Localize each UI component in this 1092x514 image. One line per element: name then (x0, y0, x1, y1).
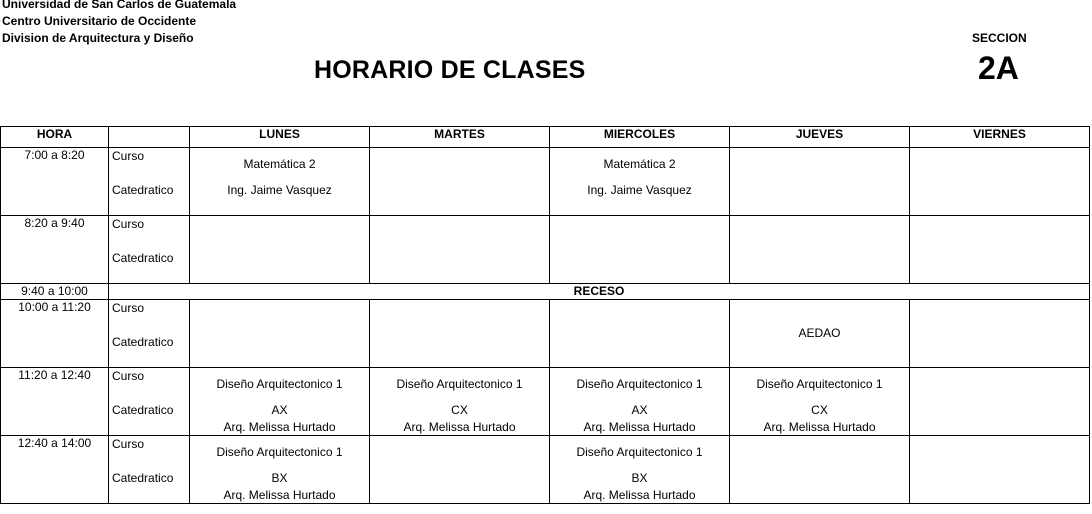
table-row (1, 148, 1090, 216)
section-label: SECCION (972, 31, 1027, 45)
section-value: 2A (978, 50, 1019, 86)
catedratico-label: Catedratico (112, 183, 174, 197)
course-name: Diseño Arquitectonico 1 (756, 377, 883, 391)
class-cell (190, 216, 370, 284)
class-cell (550, 368, 730, 436)
teacher-name: Arq. Melissa Hurtado (223, 420, 336, 434)
class-cell (910, 216, 1090, 284)
column-header-jueves: JUEVES (730, 127, 910, 148)
curso-label: Curso (112, 217, 145, 231)
receso-row (1, 284, 1090, 300)
table-row (1, 300, 1090, 368)
catedratico-label: Catedratico (112, 403, 174, 417)
class-cell (550, 216, 730, 284)
class-cell (370, 300, 550, 368)
class-cell (910, 300, 1090, 368)
column-header-viernes: VIERNES (910, 127, 1090, 148)
course-name: Diseño Arquitectonico 1 (576, 445, 703, 459)
label-cell (109, 368, 190, 436)
time-cell: 12:40 a 14:00 (1, 436, 109, 504)
group-code: AX (271, 403, 288, 417)
class-cell (730, 300, 910, 368)
teacher-name: Ing. Jaime Vasquez (587, 183, 692, 197)
course-name: Diseño Arquitectonico 1 (396, 377, 523, 391)
catedratico-label: Catedratico (112, 251, 174, 265)
label-cell (109, 436, 190, 504)
table-row (1, 436, 1090, 504)
class-cell (550, 300, 730, 368)
curso-label: Curso (112, 369, 145, 383)
page-title: HORARIO DE CLASES (314, 56, 586, 84)
catedratico-label: Catedratico (112, 335, 174, 349)
class-cell (370, 436, 550, 504)
university-name: Universidad de San Carlos de Guatemala (2, 0, 237, 11)
table-row (1, 368, 1090, 436)
column-header-hora: HORA (1, 127, 109, 148)
class-cell (730, 148, 910, 216)
class-cell (910, 436, 1090, 504)
column-header-label (109, 127, 190, 148)
header-row (1, 127, 1090, 148)
class-cell (190, 300, 370, 368)
teacher-name: Arq. Melissa Hurtado (223, 488, 336, 502)
group-code: BX (271, 471, 288, 485)
class-cell (190, 436, 370, 504)
time-cell: 10:00 a 11:20 (1, 300, 109, 368)
curso-label: Curso (112, 301, 145, 315)
class-cell (370, 216, 550, 284)
label-cell (109, 216, 190, 284)
group-code: CX (451, 403, 468, 417)
receso-time: 9:40 a 10:00 (1, 284, 109, 300)
class-cell (730, 436, 910, 504)
table-row (1, 216, 1090, 284)
label-cell (109, 300, 190, 368)
teacher-name: Arq. Melissa Hurtado (583, 488, 696, 502)
course-name: Matemática 2 (243, 157, 316, 171)
class-cell (190, 148, 370, 216)
class-cell (550, 436, 730, 504)
class-cell (730, 216, 910, 284)
class-cell (370, 148, 550, 216)
time-cell: 7:00 a 8:20 (1, 148, 109, 216)
teacher-name: Ing. Jaime Vasquez (227, 183, 332, 197)
curso-label: Curso (112, 149, 145, 163)
teacher-name: Arq. Melissa Hurtado (403, 420, 516, 434)
schedule-table (0, 126, 1090, 504)
class-cell (910, 368, 1090, 436)
class-note: AEDAO (798, 326, 841, 340)
class-cell (730, 368, 910, 436)
column-header-miercoles: MIERCOLES (550, 127, 730, 148)
time-cell: 8:20 a 9:40 (1, 216, 109, 284)
column-header-martes: MARTES (370, 127, 550, 148)
course-name: Matemática 2 (603, 157, 676, 171)
group-code: BX (631, 471, 648, 485)
column-header-lunes: LUNES (190, 127, 370, 148)
receso-label: RECESO (109, 284, 1090, 300)
time-cell: 11:20 a 12:40 (1, 368, 109, 436)
division-name: Division de Arquitectura y Diseño (2, 31, 194, 45)
course-name: Diseño Arquitectonico 1 (216, 445, 343, 459)
teacher-name: Arq. Melissa Hurtado (583, 420, 696, 434)
curso-label: Curso (112, 437, 145, 451)
center-name: Centro Universitario de Occidente (2, 14, 197, 28)
course-name: Diseño Arquitectonico 1 (216, 377, 343, 391)
catedratico-label: Catedratico (112, 471, 174, 485)
class-cell (910, 148, 1090, 216)
course-name: Diseño Arquitectonico 1 (576, 377, 703, 391)
teacher-name: Arq. Melissa Hurtado (763, 420, 876, 434)
group-code: AX (631, 403, 648, 417)
class-cell (190, 368, 370, 436)
group-code: CX (811, 403, 828, 417)
class-cell (550, 148, 730, 216)
class-cell (370, 368, 550, 436)
label-cell (109, 148, 190, 216)
